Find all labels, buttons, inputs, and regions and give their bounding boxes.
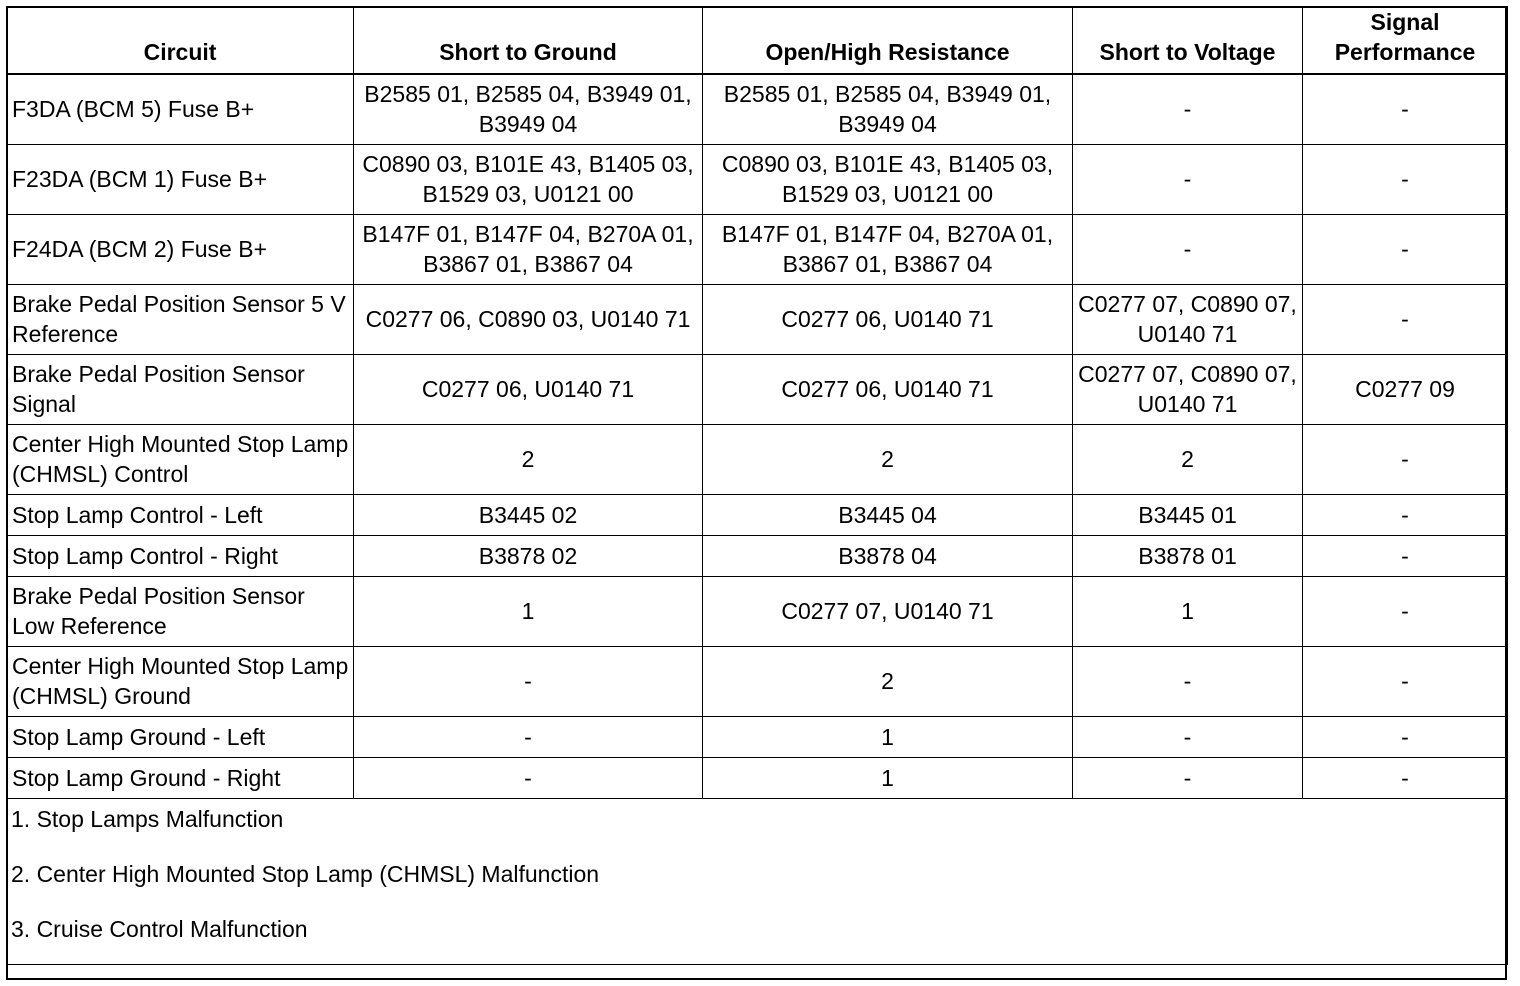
- cell-short-to-voltage: -: [1073, 74, 1303, 144]
- cell-signal-performance: -: [1303, 716, 1508, 757]
- cell-short-to-ground: -: [354, 646, 703, 716]
- cell-short-to-ground: C0277 06, U0140 71: [354, 354, 703, 424]
- cell-open-high-resistance: 2: [703, 424, 1073, 494]
- cell-open-high-resistance: C0890 03, B101E 43, B1405 03, B1529 03, U0121 00: [703, 144, 1073, 214]
- cell-signal-performance: -: [1303, 646, 1508, 716]
- cell-short-to-voltage: 2: [1073, 424, 1303, 494]
- notes-row: [7, 798, 1508, 964]
- cell-circuit: F23DA (BCM 1) Fuse B+: [7, 144, 354, 214]
- cell-circuit: Stop Lamp Ground - Left: [7, 716, 354, 757]
- cell-signal-performance: -: [1303, 494, 1508, 535]
- header-row: [7, 7, 1508, 75]
- cell-short-to-voltage: -: [1073, 757, 1303, 798]
- table-row: [7, 354, 1508, 424]
- note-1: 1. Stop Lamps Malfunction: [11, 805, 284, 832]
- cell-open-high-resistance: 1: [703, 757, 1073, 798]
- cell-circuit: Stop Lamp Control - Left: [7, 494, 354, 535]
- cell-signal-performance: C0277 09: [1303, 354, 1508, 424]
- cell-open-high-resistance: 2: [703, 646, 1073, 716]
- cell-circuit: F24DA (BCM 2) Fuse B+: [7, 214, 354, 284]
- cell-open-high-resistance: C0277 07, U0140 71: [703, 576, 1073, 646]
- header-open-high-resistance: Open/High Resistance: [703, 7, 1073, 75]
- notes-cell: [7, 798, 1508, 964]
- table-row: [7, 284, 1508, 354]
- note-3: 3. Cruise Control Malfunction: [11, 915, 308, 942]
- cell-signal-performance: -: [1303, 214, 1508, 284]
- table-row: [7, 646, 1508, 716]
- cell-open-high-resistance: B3878 04: [703, 535, 1073, 576]
- cell-open-high-resistance: B3445 04: [703, 494, 1073, 535]
- header-short-to-voltage: Short to Voltage: [1073, 7, 1303, 75]
- table-row: [7, 424, 1508, 494]
- header-signal-performance: Signal Performance: [1303, 7, 1508, 75]
- cell-signal-performance: -: [1303, 535, 1508, 576]
- cell-short-to-ground: -: [354, 757, 703, 798]
- cell-open-high-resistance: 1: [703, 716, 1073, 757]
- cell-short-to-ground: C0277 06, C0890 03, U0140 71: [354, 284, 703, 354]
- cell-short-to-voltage: 1: [1073, 576, 1303, 646]
- cell-circuit: Brake Pedal Position Sensor Low Reference: [7, 576, 354, 646]
- cell-signal-performance: -: [1303, 74, 1508, 144]
- cell-open-high-resistance: B147F 01, B147F 04, B270A 01, B3867 01, B3867 04: [703, 214, 1073, 284]
- table-row: [7, 535, 1508, 576]
- cell-signal-performance: -: [1303, 757, 1508, 798]
- cell-short-to-voltage: C0277 07, C0890 07, U0140 71: [1073, 284, 1303, 354]
- table-row: [7, 716, 1508, 757]
- cell-short-to-voltage: -: [1073, 716, 1303, 757]
- cell-signal-performance: -: [1303, 144, 1508, 214]
- cell-circuit: Stop Lamp Control - Right: [7, 535, 354, 576]
- cell-short-to-ground: C0890 03, B101E 43, B1405 03, B1529 03, U0121 00: [354, 144, 703, 214]
- table-row: [7, 214, 1508, 284]
- header-circuit: Circuit: [7, 7, 354, 75]
- cell-signal-performance: -: [1303, 284, 1508, 354]
- cell-short-to-ground: B3445 02: [354, 494, 703, 535]
- table-row: [7, 144, 1508, 214]
- cell-short-to-voltage: -: [1073, 214, 1303, 284]
- cell-short-to-ground: -: [354, 716, 703, 757]
- cell-circuit: Brake Pedal Position Sensor 5 V Reference: [7, 284, 354, 354]
- cell-short-to-voltage: B3445 01: [1073, 494, 1303, 535]
- circuit-dtc-table: [6, 6, 1508, 965]
- cell-circuit: F3DA (BCM 5) Fuse B+: [7, 74, 354, 144]
- header-short-to-ground: Short to Ground: [354, 7, 703, 75]
- cell-circuit: Stop Lamp Ground - Right: [7, 757, 354, 798]
- cell-short-to-ground: B3878 02: [354, 535, 703, 576]
- cell-short-to-ground: 1: [354, 576, 703, 646]
- cell-open-high-resistance: C0277 06, U0140 71: [703, 284, 1073, 354]
- table-row: [7, 576, 1508, 646]
- cell-short-to-ground: 2: [354, 424, 703, 494]
- table-row: [7, 494, 1508, 535]
- cell-short-to-voltage: B3878 01: [1073, 535, 1303, 576]
- cell-signal-performance: -: [1303, 576, 1508, 646]
- cell-circuit: Brake Pedal Position Sensor Signal: [7, 354, 354, 424]
- cell-circuit: Center High Mounted Stop Lamp (CHMSL) Control: [7, 424, 354, 494]
- table-row: [7, 757, 1508, 798]
- cell-signal-performance: -: [1303, 424, 1508, 494]
- cell-open-high-resistance: C0277 06, U0140 71: [703, 354, 1073, 424]
- cell-open-high-resistance: B2585 01, B2585 04, B3949 01, B3949 04: [703, 74, 1073, 144]
- cell-short-to-ground: B2585 01, B2585 04, B3949 01, B3949 04: [354, 74, 703, 144]
- cell-circuit: Center High Mounted Stop Lamp (CHMSL) Ground: [7, 646, 354, 716]
- cell-short-to-voltage: -: [1073, 646, 1303, 716]
- table-row: [7, 74, 1508, 144]
- note-2: 2. Center High Mounted Stop Lamp (CHMSL) Malfunction: [11, 860, 600, 887]
- cell-short-to-voltage: -: [1073, 144, 1303, 214]
- cell-short-to-ground: B147F 01, B147F 04, B270A 01, B3867 01, B3867 04: [354, 214, 703, 284]
- cell-short-to-voltage: C0277 07, C0890 07, U0140 71: [1073, 354, 1303, 424]
